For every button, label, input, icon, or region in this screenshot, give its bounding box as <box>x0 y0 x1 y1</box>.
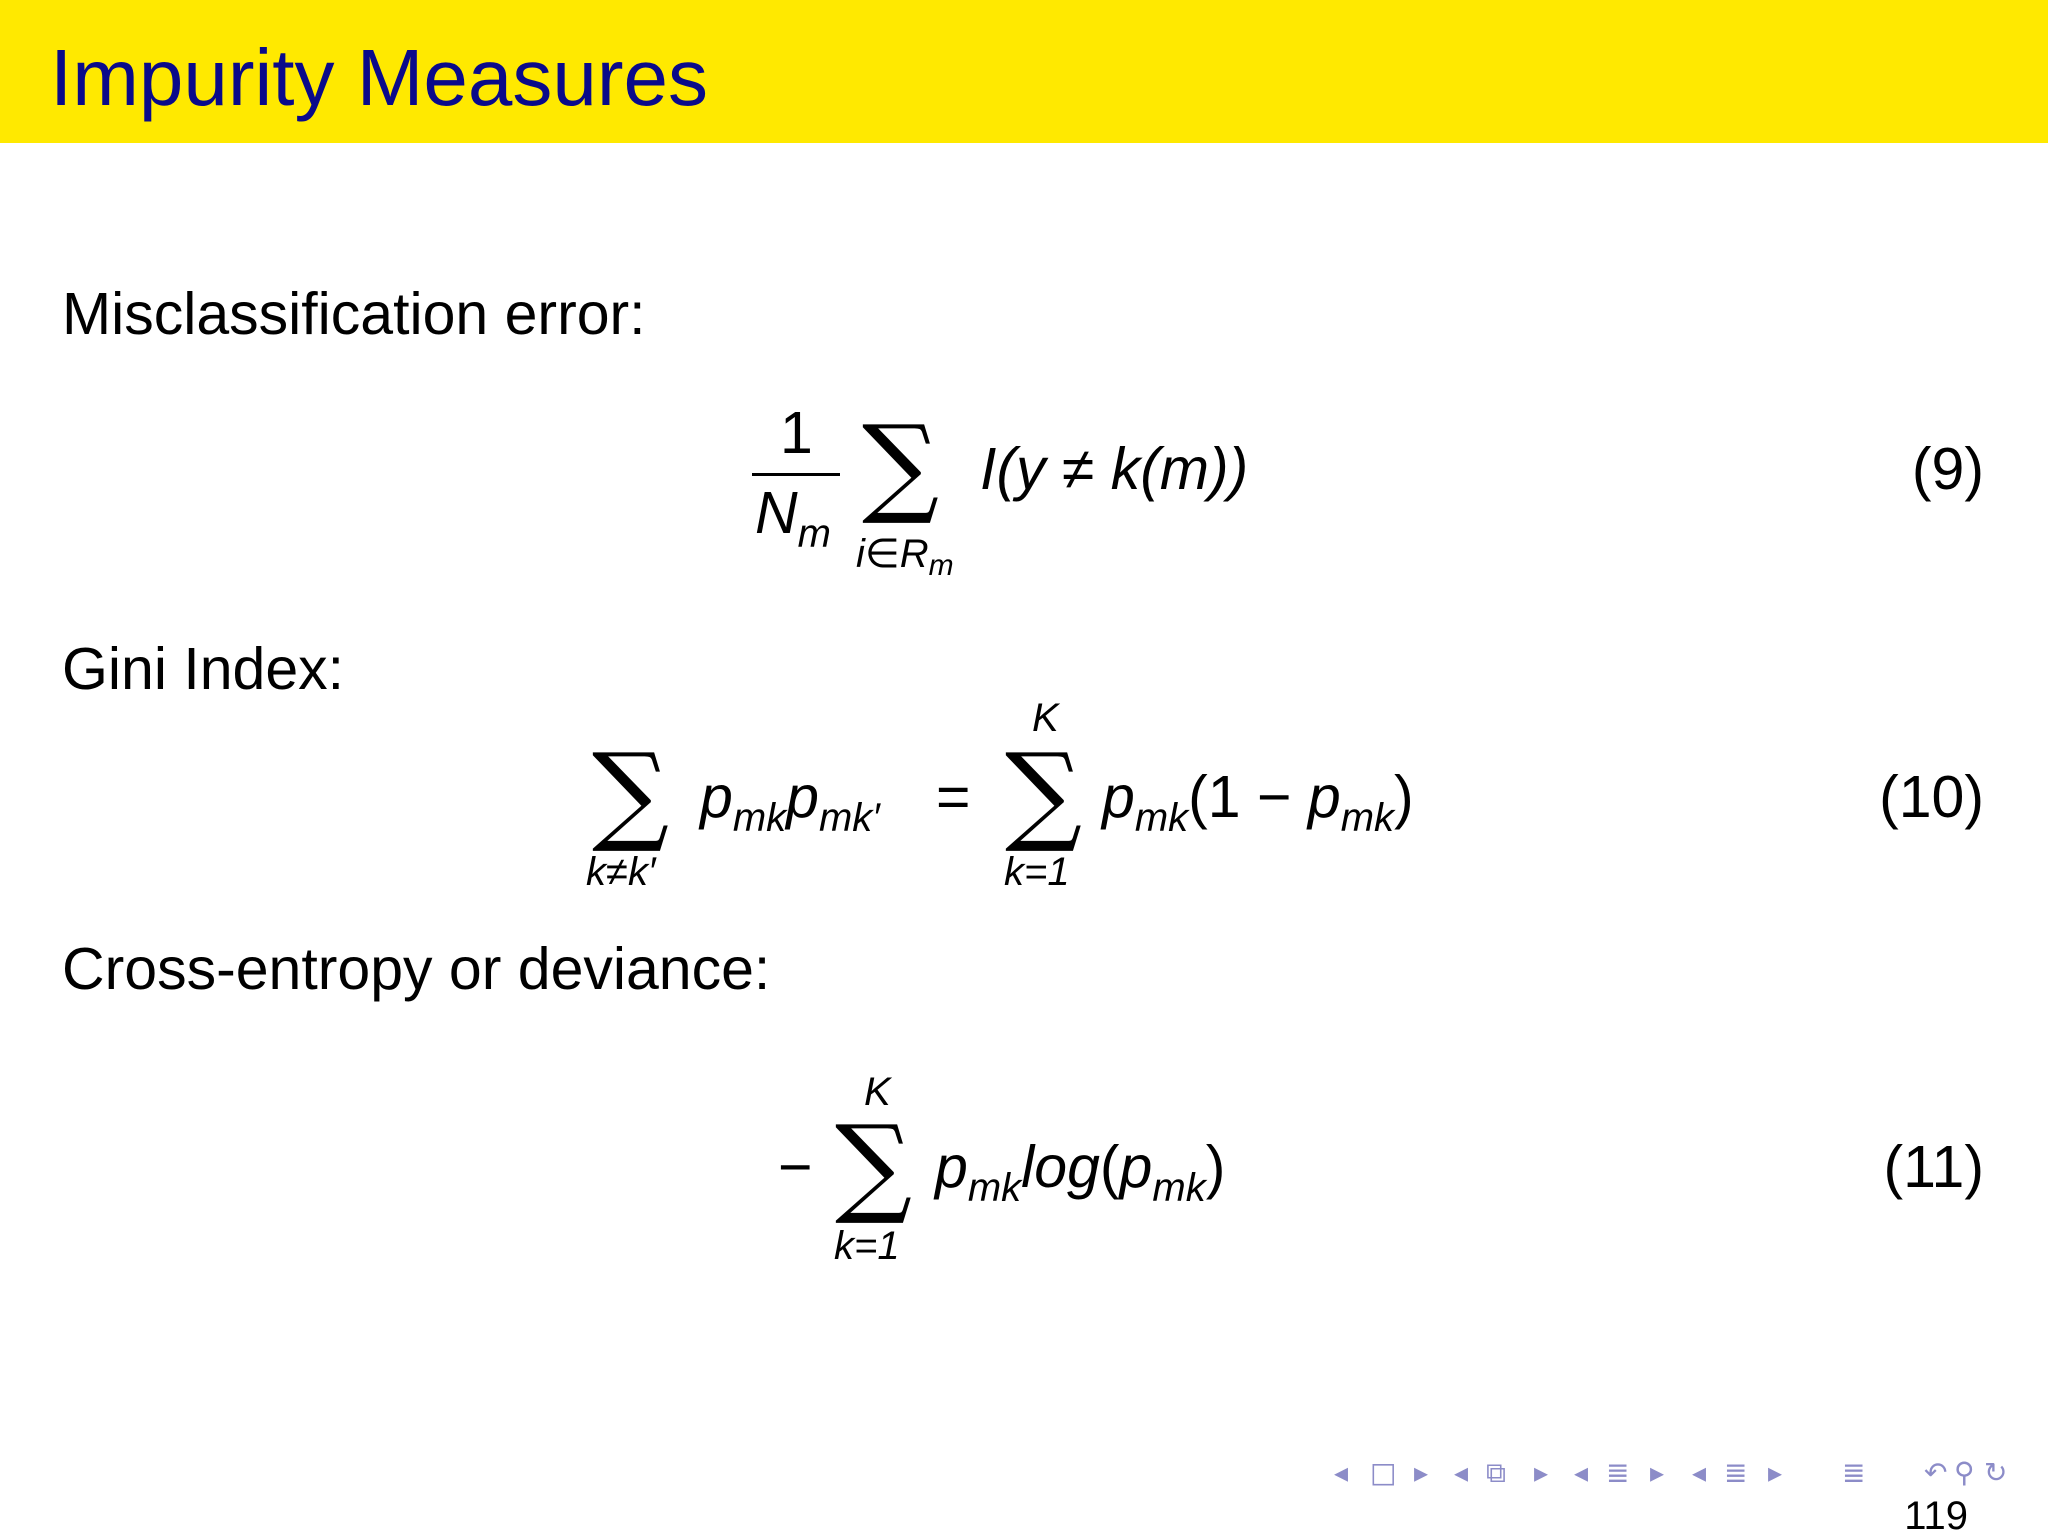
subsection-icon[interactable]: ⧉ <box>1486 1456 1506 1489</box>
part-next-icon[interactable]: ▸ <box>1768 1456 1783 1489</box>
fraction-numerator: 1 <box>780 400 813 466</box>
equals-sign: = <box>936 764 971 830</box>
subsection-next-icon[interactable]: ▸ <box>1534 1456 1549 1489</box>
equation-number-9: (9) <box>1911 436 1984 502</box>
summation-lower-bound: k=1 <box>834 1224 900 1268</box>
redo-icon[interactable]: ↻ <box>1984 1456 2008 1489</box>
subsection-prev-icon[interactable]: ◂ <box>1454 1456 1469 1489</box>
frame-icon[interactable]: □ <box>1370 1456 1397 1489</box>
summation-lower-bound: $i\in R_m$ <box>856 532 954 582</box>
equation-number-10: (10) <box>1879 764 1984 830</box>
summation-upper-bound: K <box>864 1070 891 1114</box>
summation-symbol-lhs: ∑ <box>592 731 670 856</box>
summation-symbol: ∑ <box>862 403 940 528</box>
indicator-term: I(y ≠ k(m)) <box>980 436 1249 502</box>
summation-rhs-upper-bound: K <box>1032 696 1059 740</box>
align-icon[interactable]: ≣ <box>1842 1456 1866 1489</box>
section-next-icon[interactable]: ▸ <box>1650 1456 1665 1489</box>
misclassification-label: Misclassification error: <box>62 281 646 347</box>
page-number: 119 <box>1904 1494 1968 1538</box>
gini-rhs-term: $p_{mk}(1 - p_{mk})$ <box>1102 764 1414 840</box>
summation-lhs-lower-bound: k≠k′ <box>586 850 656 894</box>
cross-entropy-term: $p_{mk}\log(p_{mk})$ <box>935 1134 1226 1210</box>
equation-number-11: (11) <box>1883 1134 1984 1200</box>
section-prev-icon[interactable]: ◂ <box>1574 1456 1589 1489</box>
part-prev-icon[interactable]: ◂ <box>1692 1456 1707 1489</box>
search-icon[interactable]: ⚲ <box>1954 1456 1975 1489</box>
section-icon[interactable]: ≣ <box>1606 1456 1630 1489</box>
summation-rhs-lower-bound: k=1 <box>1004 850 1070 894</box>
undo-icon[interactable]: ↶ <box>1924 1456 1948 1489</box>
frame-prev-icon[interactable]: ◂ <box>1334 1456 1349 1489</box>
minus-sign: − <box>778 1134 813 1200</box>
fraction-bar <box>752 473 840 476</box>
slide-title: Impurity Measures <box>50 33 708 122</box>
fraction-denominator: $N_m$ <box>755 480 831 556</box>
gini-product-term: $p_{mk}p_{mk'}$ <box>700 764 880 840</box>
cross-entropy-label: Cross-entropy or deviance: <box>62 936 771 1002</box>
navigation-bar <box>1330 1455 2030 1491</box>
part-icon[interactable]: ≣ <box>1724 1456 1748 1489</box>
summation-symbol: ∑ <box>835 1103 913 1228</box>
gini-label: Gini Index: <box>62 636 345 702</box>
title-bar <box>0 0 2048 143</box>
summation-symbol-rhs: ∑ <box>1005 731 1083 856</box>
frame-next-icon[interactable]: ▸ <box>1414 1456 1429 1489</box>
